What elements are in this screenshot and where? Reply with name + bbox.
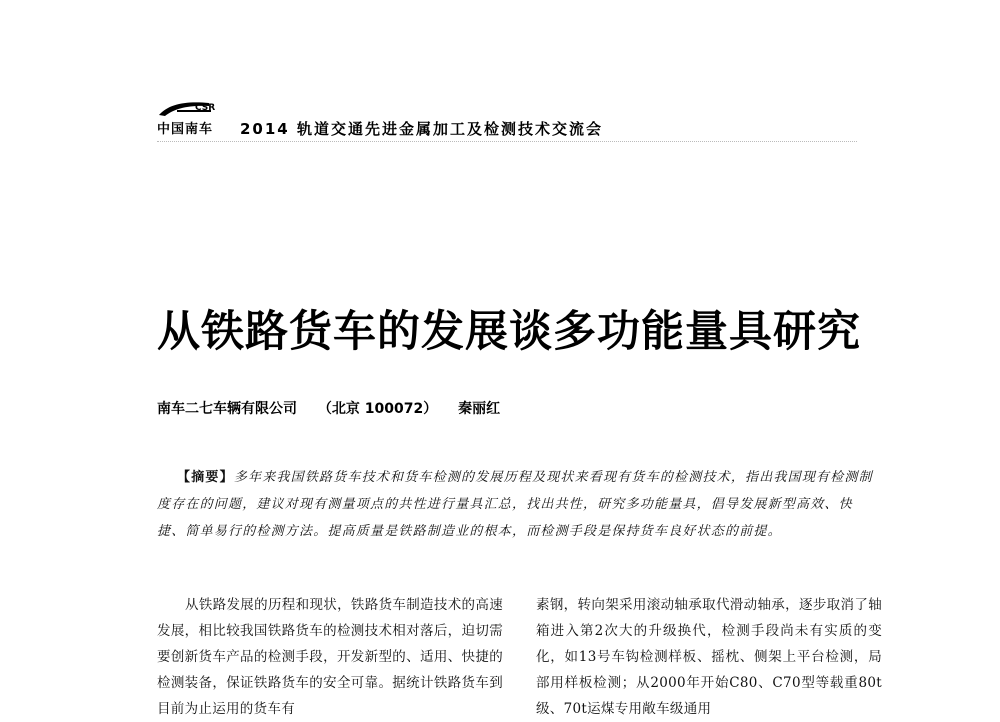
conference-title: 2014 轨道交通先进金属加工及检测技术交流会	[240, 120, 603, 138]
logo-abbr: CSR	[195, 103, 216, 113]
author-name: 秦丽红	[458, 401, 501, 417]
abstract	[157, 464, 881, 545]
abstract-label: 【摘要】	[177, 470, 234, 485]
body-column-left: 从铁路发展的历程和现状，铁路货车制造技术的高速发展，相比较我国铁路货车的检测技术相对落后，迫切需要创新货车产品的检测手段，开发新型的、适用、快捷的检测装备，保证铁路货车的安全可靠。据统计铁路货车到目前为止运用的货车有	[157, 597, 503, 717]
location: （北京 100072）	[317, 401, 438, 417]
csr-logo	[157, 100, 217, 140]
author-line	[157, 398, 516, 418]
abstract-text: 多年来我国铁路货车技术和货车检测的发展历程及现状来看现有货车的检测技术，指出我国现有检测制度存在的问题，建议对现有测量项点的共性进行量具汇总，找出共性，研究多功能量具，倡导发展新型高效、快捷、简单易行的检测方法。提高质量是铁路制造业的根本，而检测手段是保持货车良好状态的前提。	[157, 470, 873, 539]
page-header	[157, 100, 857, 140]
header-divider	[157, 141, 857, 142]
paper-title: 从铁路货车的发展谈多功能量具研究	[157, 307, 861, 357]
logo-cn-text: 中国南车	[157, 122, 214, 137]
body-column-right: 素钢，转向架采用滚动轴承取代滑动轴承，逐步取消了轴箱进入第2次大的升级换代，检测手段尚未有实质的变化，如13号车钩检测样板、摇枕、侧架上平台检测，局部用样板检测；从2000年开始C80、C70型等载重80t级、70t运煤专用敞车级通用	[536, 597, 882, 717]
csr-swoosh-icon	[157, 100, 217, 118]
affiliation: 南车二七车辆有限公司	[157, 401, 297, 417]
